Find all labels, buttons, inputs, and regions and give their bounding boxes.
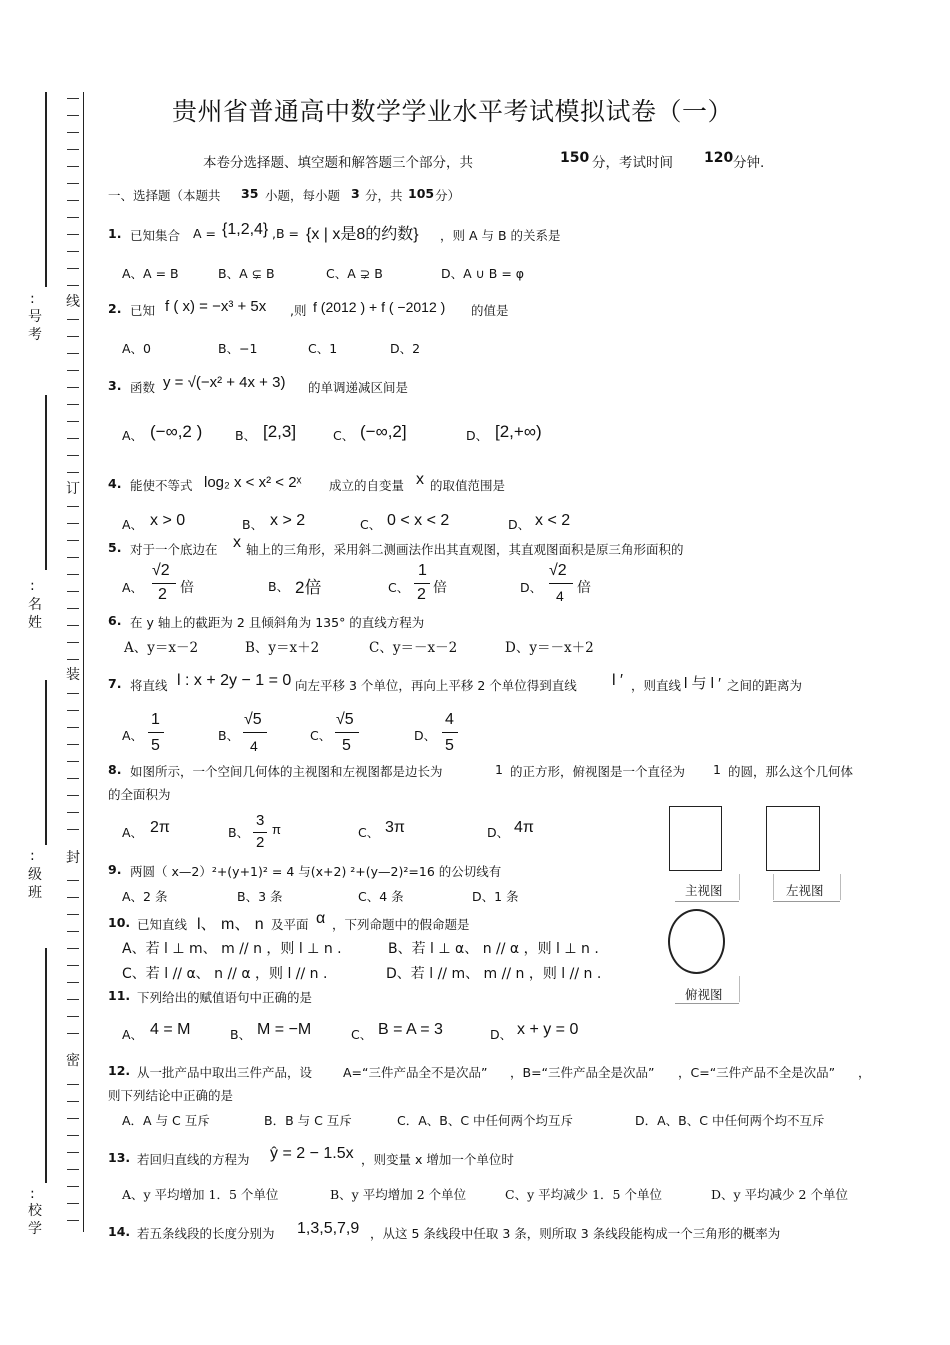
dash-segment: [67, 625, 79, 626]
option-c: C、4 条: [358, 889, 404, 904]
dash-segment: [67, 710, 79, 711]
math-expr: 1: [495, 762, 503, 777]
field-char: 级: [28, 867, 42, 883]
option-c: C、y 平均减少 1．5 个单位: [505, 1187, 662, 1202]
question-number: 11.: [108, 988, 131, 1003]
dash-segment: [67, 1220, 79, 1221]
option-c: C、1: [308, 341, 338, 356]
option-b: B、若 l ⊥ α、 n // α ，则 l ⊥ n .: [388, 941, 599, 957]
question-text: ，: [858, 1065, 871, 1080]
fraction-denominator: 4: [556, 588, 564, 604]
dash-segment: [67, 523, 79, 524]
dash-segment: [67, 591, 79, 592]
left-view-label: 左视图: [786, 883, 824, 898]
question-number: 4.: [108, 476, 122, 491]
fraction-denominator: 4: [250, 738, 258, 754]
option-d-suffix: 倍: [577, 580, 591, 596]
dash-segment: [67, 1016, 79, 1017]
math-expr: {1,2,4}: [222, 221, 269, 238]
math-expr: x: [233, 534, 241, 551]
total-points: 105: [408, 186, 435, 201]
math-expr: ,B =: [272, 226, 299, 241]
dash-segment: [67, 829, 79, 830]
option-d: 4π: [514, 819, 534, 836]
dash-segment: [67, 659, 79, 660]
margin-rule: [45, 948, 47, 1183]
dash-segment: [67, 1152, 79, 1153]
question-text: 向左平移 3 个单位，再向上平移 2 个单位得到直线: [295, 678, 577, 693]
event-b: ，B=“三件产品全是次品”: [510, 1065, 655, 1080]
question-number: 1.: [108, 226, 122, 241]
binding-char: 装: [66, 667, 80, 683]
option-c-label: C、: [333, 428, 355, 443]
dash-segment: [67, 965, 79, 966]
caption-frame: [773, 901, 840, 902]
top-view-circle: [668, 909, 725, 974]
dash-segment: [67, 166, 79, 167]
field-char: 学: [28, 1221, 42, 1237]
math-expr: 1,3,5,7,9: [297, 1220, 360, 1237]
dash-segment: [67, 217, 79, 218]
question-number: 13.: [108, 1150, 131, 1165]
dash-segment: [67, 200, 79, 201]
field-colon: :: [30, 291, 35, 307]
question-text: ，从这 5 条线段中任取 3 条，则所取 3 条线段能构成一个三角形的概率为: [370, 1226, 781, 1241]
caption-frame: [739, 976, 740, 1002]
option-d-label: D、: [414, 728, 437, 743]
question-text: 两圆（ x—2）²+(y+1)² = 4 与(x+2) ²+(y—2)²=16 的公切线有: [130, 864, 502, 879]
option-b: B、y＝x＋2: [245, 640, 320, 656]
dash-segment: [67, 319, 79, 320]
dash-segment: [67, 914, 79, 915]
dash-segment: [67, 455, 79, 456]
option-a-label: A、: [122, 728, 144, 743]
exam-info-text: 本卷分选择题、填空题和解答题三个部分，共: [203, 155, 473, 171]
question-text: 能使不等式: [130, 478, 193, 493]
question-number: 3.: [108, 378, 122, 393]
question-text: 的圆，那么这个几何体: [728, 764, 854, 779]
fraction-denominator: 5: [445, 737, 454, 754]
dash-segment: [67, 1084, 79, 1085]
question-text: 之间的距离为: [727, 678, 803, 693]
option-d: x < 2: [535, 512, 571, 529]
binding-char: 密: [66, 1053, 80, 1069]
option-b-label: B、: [230, 1027, 252, 1042]
dash-segment: [67, 251, 79, 252]
option-d: x + y = 0: [517, 1021, 579, 1038]
field-char: 考: [28, 327, 42, 343]
question-text: 如图所示，一个空间几何体的主视图和左视图都是边长为: [130, 764, 443, 779]
left-view-square: [766, 806, 820, 871]
math-expr: ŷ = 2 − 1.5x: [270, 1145, 354, 1162]
option-b-suffix: π: [272, 822, 281, 837]
dash-segment: [67, 812, 79, 813]
option-b-label: B、: [235, 428, 257, 443]
question-text: 成立的自变量: [329, 478, 405, 493]
math-expr: f (2012 ) + f ( −2012 ): [313, 299, 446, 315]
option-b: 2倍: [295, 578, 322, 597]
question-text: 已知直线: [137, 917, 188, 932]
math-expr: x: [416, 471, 424, 488]
math-expr: α: [316, 910, 326, 927]
question-number: 8.: [108, 762, 122, 777]
option-a-label: A、: [122, 428, 144, 443]
fraction-bar: [335, 732, 359, 733]
option-b-label: B、: [228, 825, 250, 840]
margin-rule: [45, 680, 47, 845]
dash-segment: [67, 1135, 79, 1136]
option-a: A、A = B: [122, 266, 179, 281]
question-text: 的值是: [471, 303, 509, 318]
dash-segment: [67, 948, 79, 949]
option-d-label: D、: [490, 1027, 513, 1042]
exam-info-text: 分钟.: [733, 155, 765, 171]
math-expr: f ( x) = −x³ + 5x: [165, 298, 267, 315]
dash-segment: [67, 132, 79, 133]
front-view-square: [669, 806, 722, 871]
option-a: (−∞,2 ): [150, 422, 203, 441]
question-text: ，则变量 x 增加一个单位时: [361, 1152, 514, 1167]
question-number: 7.: [108, 676, 122, 691]
question-text: ,则: [290, 303, 307, 318]
option-c-label: C、: [351, 1027, 373, 1042]
fraction-bar: [414, 583, 430, 584]
option-a: A、y 平均增加 1．5 个单位: [122, 1187, 279, 1202]
total-score: 150: [560, 150, 590, 166]
dash-segment: [67, 115, 79, 116]
option-d: D、y 平均减少 2 个单位: [711, 1187, 848, 1202]
option-a-suffix: 倍: [180, 580, 194, 596]
question-text: 轴上的三角形，采用斜二测画法作出其直观图，其直观图面积是原三角形面积的: [246, 542, 684, 557]
section-text: 小题，每小题: [265, 188, 341, 203]
fraction-bar: [243, 732, 267, 733]
dash-segment: [67, 285, 79, 286]
dash-segment: [67, 795, 79, 796]
option-d-label: D、: [466, 428, 489, 443]
binding-char: 封: [66, 850, 80, 866]
field-char: 号: [28, 309, 42, 325]
question-text: 的全面积为: [108, 787, 171, 802]
option-b-label: B、: [268, 579, 290, 594]
math-expr: A =: [193, 226, 216, 241]
section-text: 分）: [435, 188, 461, 203]
dash-segment: [67, 234, 79, 235]
option-d: D、若 l // m、 m // n ，则 l // n .: [386, 966, 602, 982]
option-c: 3π: [385, 819, 405, 836]
fraction-numerator: √5: [244, 711, 262, 728]
dash-segment: [67, 98, 79, 99]
option-a-label: A、: [122, 1027, 144, 1042]
dash-segment: [67, 778, 79, 779]
option-d: D、1 条: [472, 889, 519, 904]
option-c: C、y＝－x－2: [369, 640, 458, 656]
option-b: B．B 与 C 互斥: [264, 1113, 352, 1128]
question-number: 2.: [108, 301, 122, 316]
math-expr: l ′: [612, 672, 623, 689]
dash-segment: [67, 1169, 79, 1170]
option-b-label: B、: [218, 728, 240, 743]
dash-segment: [67, 183, 79, 184]
caption-frame: [675, 1003, 739, 1004]
question-text: 及平面: [271, 917, 309, 932]
field-colon: :: [30, 1186, 35, 1202]
dash-segment: [67, 608, 79, 609]
dash-segment: [67, 999, 79, 1000]
option-b: x > 2: [270, 512, 306, 529]
question-text: ，则直线: [631, 678, 682, 693]
fraction-numerator: √2: [549, 562, 567, 579]
math-expr: l : x + 2y − 1 = 0: [177, 672, 292, 689]
dash-segment: [67, 472, 79, 473]
question-text: 的取值范围是: [430, 478, 506, 493]
option-c: 0 < x < 2: [387, 512, 450, 529]
fraction-bar: [152, 583, 176, 584]
section-text: 分，共: [365, 188, 403, 203]
dash-segment: [67, 149, 79, 150]
dash-segment: [67, 540, 79, 541]
question-number: 6.: [108, 613, 122, 628]
question-text: 下列给出的赋值语句中正确的是: [137, 990, 313, 1005]
question-text: 若五条线段的长度分别为: [137, 1226, 275, 1241]
dash-segment: [67, 931, 79, 932]
option-d-label: D、: [487, 825, 510, 840]
option-c: C、若 l // α、 n // α ，则 l // n .: [122, 966, 328, 982]
option-c-label: C、: [358, 825, 380, 840]
margin-rule: [45, 92, 47, 287]
option-a: A、2 条: [122, 889, 168, 904]
option-d-label: D、: [508, 517, 531, 532]
dash-segment: [67, 336, 79, 337]
option-a: 2π: [150, 819, 170, 836]
dash-segment: [67, 574, 79, 575]
dash-segment: [67, 268, 79, 269]
option-d: D．A、B、C 中任何两个均不互斥: [635, 1113, 825, 1128]
top-view-label: 俯视图: [685, 987, 723, 1002]
dash-segment: [67, 421, 79, 422]
caption-frame: [739, 874, 740, 900]
section-text: 一、选择题（本题共: [108, 188, 221, 203]
option-b: B、A ⊊ B: [218, 266, 275, 281]
fraction-numerator: 1: [418, 562, 427, 579]
option-d-label: D、: [520, 580, 543, 595]
option-b: [2,3]: [263, 422, 297, 441]
math-expr: log₂ x < x² < 2ˣ: [204, 474, 302, 491]
margin-rule: [45, 395, 47, 570]
option-a-label: A、: [122, 825, 144, 840]
question-text: 在 y 轴上的截距为 2 且倾斜角为 135° 的直线方程为: [130, 615, 425, 630]
question-number: 9.: [108, 862, 122, 877]
dash-segment: [67, 1033, 79, 1034]
option-d: D、2: [390, 341, 421, 356]
dash-segment: [67, 727, 79, 728]
option-b: B、−1: [218, 341, 258, 356]
front-view-label: 主视图: [685, 883, 723, 898]
question-text: 的单调递减区间是: [308, 380, 409, 395]
fraction-denominator: 2: [256, 834, 265, 851]
option-b: M = −M: [257, 1021, 312, 1038]
option-c: C．A、B、C 中任何两个均互斥: [397, 1113, 574, 1128]
fraction-numerator: √2: [152, 562, 170, 579]
dash-segment: [67, 370, 79, 371]
event-c: ，C=“三件产品不全是次品”: [678, 1065, 836, 1080]
fraction-bar: [253, 832, 267, 833]
dash-segment: [67, 353, 79, 354]
option-c-label: C、: [360, 517, 382, 532]
field-colon: :: [30, 578, 35, 594]
question-number: 12.: [108, 1063, 131, 1078]
option-a-label: A、: [122, 517, 144, 532]
dash-segment: [67, 557, 79, 558]
option-c-suffix: 倍: [433, 580, 447, 596]
binding-char: 订: [66, 481, 80, 497]
question-text: ，下列命题中的假命题是: [332, 917, 470, 932]
option-a: A、y＝x－2: [124, 640, 199, 656]
option-a: A．A 与 C 互斥: [122, 1113, 210, 1128]
fraction-numerator: 1: [151, 711, 160, 728]
caption-frame: [840, 874, 841, 900]
option-c-label: C、: [310, 728, 332, 743]
dash-segment: [67, 1203, 79, 1204]
fraction-bar: [442, 732, 458, 733]
question-text: 若回归直线的方程为: [137, 1152, 250, 1167]
question-text: 已知: [130, 303, 156, 318]
field-char: 名: [28, 597, 42, 613]
question-number: 5.: [108, 540, 122, 555]
exam-info-text: 分，考试时间: [592, 155, 673, 171]
question-text: 对于一个底边在: [130, 542, 218, 557]
option-a: A、若 l ⊥ m、 m // n ，则 l ⊥ n .: [122, 941, 342, 957]
points-each: 3: [351, 186, 360, 201]
event-a: A=“三件产品全不是次品”: [343, 1065, 488, 1080]
math-expr: y = √(−x² + 4x + 3): [163, 374, 286, 391]
option-d: [2,+∞): [495, 422, 542, 441]
option-a: 4 = M: [150, 1021, 191, 1038]
option-c: (−∞,2]: [360, 422, 407, 441]
dash-segment: [67, 982, 79, 983]
option-c: B = A = 3: [378, 1021, 443, 1038]
math-expr: {x | x是8的约数}: [306, 226, 419, 243]
field-char: 姓: [28, 615, 42, 631]
question-text: 从一批产品中取出三件产品，设: [137, 1065, 313, 1080]
question-text: ，则 A 与 B 的关系是: [440, 228, 561, 243]
field-char: 班: [28, 885, 42, 901]
option-c-label: C、: [388, 580, 410, 595]
question-text: 的正方形，俯视图是一个直径为: [510, 764, 686, 779]
fraction-numerator: 4: [445, 711, 454, 728]
fraction-denominator: 2: [158, 586, 167, 603]
caption-frame: [675, 901, 739, 902]
dash-segment: [67, 1186, 79, 1187]
option-a: A、0: [122, 341, 152, 356]
exam-time: 120: [704, 150, 734, 166]
question-text: 函数: [130, 380, 156, 395]
option-c: C、A ⊋ B: [326, 266, 383, 281]
math-expr: l、 m、 n: [197, 916, 264, 933]
option-a-label: A、: [122, 580, 144, 595]
dash-segment: [67, 897, 79, 898]
dash-segment: [67, 642, 79, 643]
binding-char: 线: [66, 294, 80, 310]
option-a: x > 0: [150, 512, 186, 529]
fraction-denominator: 5: [342, 737, 351, 754]
option-b-label: B、: [242, 517, 264, 532]
dash-segment: [67, 1118, 79, 1119]
dash-segment: [67, 880, 79, 881]
page-title: 贵州省普通高中数学学业水平考试模拟试卷（一）: [172, 97, 734, 126]
field-colon: :: [30, 848, 35, 864]
math-expr: 1: [713, 762, 721, 777]
question-text: 已知集合: [130, 228, 181, 243]
dash-segment: [67, 438, 79, 439]
question-count: 35: [241, 186, 259, 201]
fraction-denominator: 5: [151, 737, 160, 754]
question-text: 将直线: [130, 678, 168, 693]
dash-segment: [67, 1101, 79, 1102]
option-d: D、y＝－x＋2: [505, 640, 594, 656]
option-b: B、3 条: [237, 889, 283, 904]
fraction-numerator: 3: [256, 812, 265, 829]
math-expr: l 与 l ′: [684, 675, 721, 692]
question-number: 10.: [108, 915, 131, 930]
fraction-bar: [148, 732, 164, 733]
option-b: B、y 平均增加 2 个单位: [330, 1187, 467, 1202]
dash-segment: [67, 387, 79, 388]
dash-segment: [67, 506, 79, 507]
margin-rule: [83, 92, 84, 1232]
dash-segment: [67, 744, 79, 745]
question-number: 14.: [108, 1224, 131, 1239]
field-char: 校: [28, 1203, 42, 1219]
dash-segment: [67, 761, 79, 762]
fraction-bar: [549, 583, 573, 584]
fraction-denominator: 2: [417, 586, 426, 603]
caption-frame: [773, 874, 774, 900]
fraction-numerator: √5: [336, 711, 354, 728]
question-text: 则下列结论中正确的是: [108, 1088, 234, 1103]
dash-segment: [67, 404, 79, 405]
option-d: D、A ∪ B = φ: [441, 266, 525, 281]
dash-segment: [67, 693, 79, 694]
